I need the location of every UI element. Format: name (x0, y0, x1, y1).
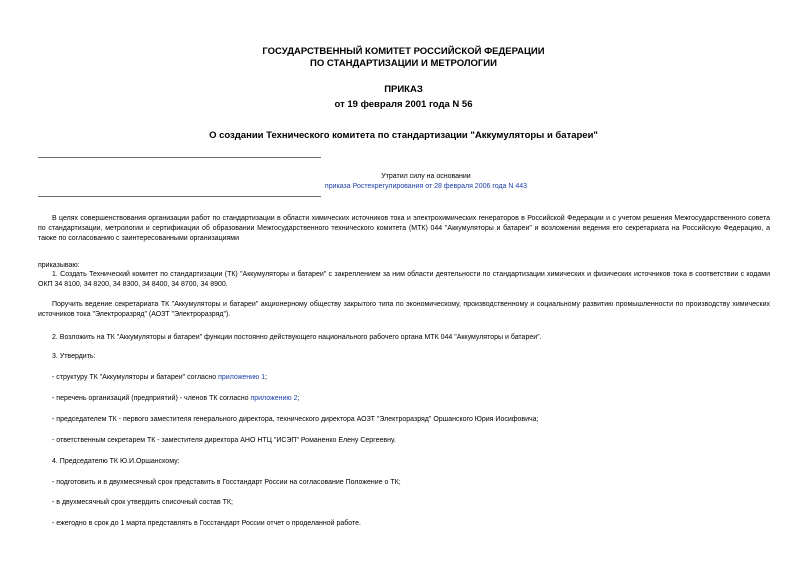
item-2-paragraph: 2. Возложить на ТК "Аккумуляторы и батареи" функции постоянно действующего национального рабочего органа МТК 044 "Аккумуляторы и батареи". (52, 334, 542, 341)
item-3-structure-end: ; (265, 374, 268, 381)
item-4-roster-line: - в двухмесячный срок утвердить списочный состав ТК; (52, 499, 233, 506)
org-name-line2: ПО СТАНДАРТИЗАЦИИ И МЕТРОЛОГИИ (310, 58, 497, 69)
item-4-report-line: - ежегодно в срок до 1 марта представлять в Госстандарт России отчет о проделанной работе. (52, 520, 361, 527)
item-3-structure-line (38, 373, 770, 383)
divider-bottom (38, 196, 321, 197)
document-type: ПРИКАЗ (384, 84, 423, 95)
appendix-2-link[interactable]: приложению 2 (250, 395, 298, 402)
item-4-regulation-line: - подготовить и в двухмесячный срок представить в Госстандарт России на согласование Положение о ТК; (52, 479, 401, 486)
divider-top (38, 157, 321, 158)
repeal-order-link[interactable]: приказа Ростехрегулирования от 28 февраля 2006 года N 443 (324, 183, 528, 190)
preamble-paragraph: В целях совершенствования организации работ по стандартизации в области химических источников тока и электрохимических генераторов в Российской Федерации и с учетом решения Межгосударственного совета по стандартизации, метрологии и сертификации об образовании Межгосударственного технического комитета (МТК) 044 "Аккумуляторы и батареи" и возложении ведения его секретариата на Российскую Федерацию, а также по согласованию с заинтересованными организациями (38, 215, 770, 243)
order-word: приказываю: (38, 262, 80, 269)
appendix-1-link[interactable]: приложению 1 (218, 374, 266, 381)
item-3-paragraph: 3. Утвердить: (52, 353, 96, 360)
item-1-paragraph: 1. Создать Технический комитет по стандартизации (ТК) "Аккумуляторы и батареи" с закреплением за ним области деятельности по стандартизации химических и физических источников тока в соответствии с кодами ОКП 34 8100, 34 8200, 34 8300, 34 8400, 34 8700, 34 8900. (38, 271, 770, 289)
item-3-secretary-line: - ответственным секретарем ТК - заместителя директора АНО НТЦ "ИСЭП" Романенко Елену Сергеевну. (52, 437, 396, 444)
item-3-members-text: - перечень организаций (предприятий) - членов ТК согласно (52, 395, 251, 402)
status-note-link-line (226, 182, 626, 192)
item-3-chairman-line: - председателем ТК - первого заместителя генерального директора, технического директора АОЗТ "Электроразряд" Оршанского Юрия Иосифовича; (52, 416, 539, 423)
item-3-members-line (38, 394, 770, 404)
item-3-members-end: ; (297, 395, 300, 402)
item-1-secretariat-paragraph: Поручить ведение секретариата ТК "Аккумуляторы и батареи" акционерному обществу закрытого типа по экономическому, производственному и социальному развитию промышленности по производству химических источников тока "Электроразряд" (АОЗТ "Электроразряд"). (38, 301, 770, 319)
item-3-structure-text: - структуру ТК "Аккумуляторы и батареи" согласно (52, 374, 219, 381)
document-date-number: от 19 февраля 2001 года N 56 (334, 99, 473, 110)
status-note: Утратил силу на основании (381, 173, 471, 180)
item-4-paragraph: 4. Председателю ТК Ю.И.Оршанскому: (52, 458, 180, 465)
document-subject: О создании Технического комитета по стандартизации "Аккумуляторы и батареи" (209, 130, 598, 141)
org-name-line1: ГОСУДАРСТВЕННЫЙ КОМИТЕТ РОССИЙСКОЙ ФЕДЕРАЦИИ (262, 46, 545, 57)
